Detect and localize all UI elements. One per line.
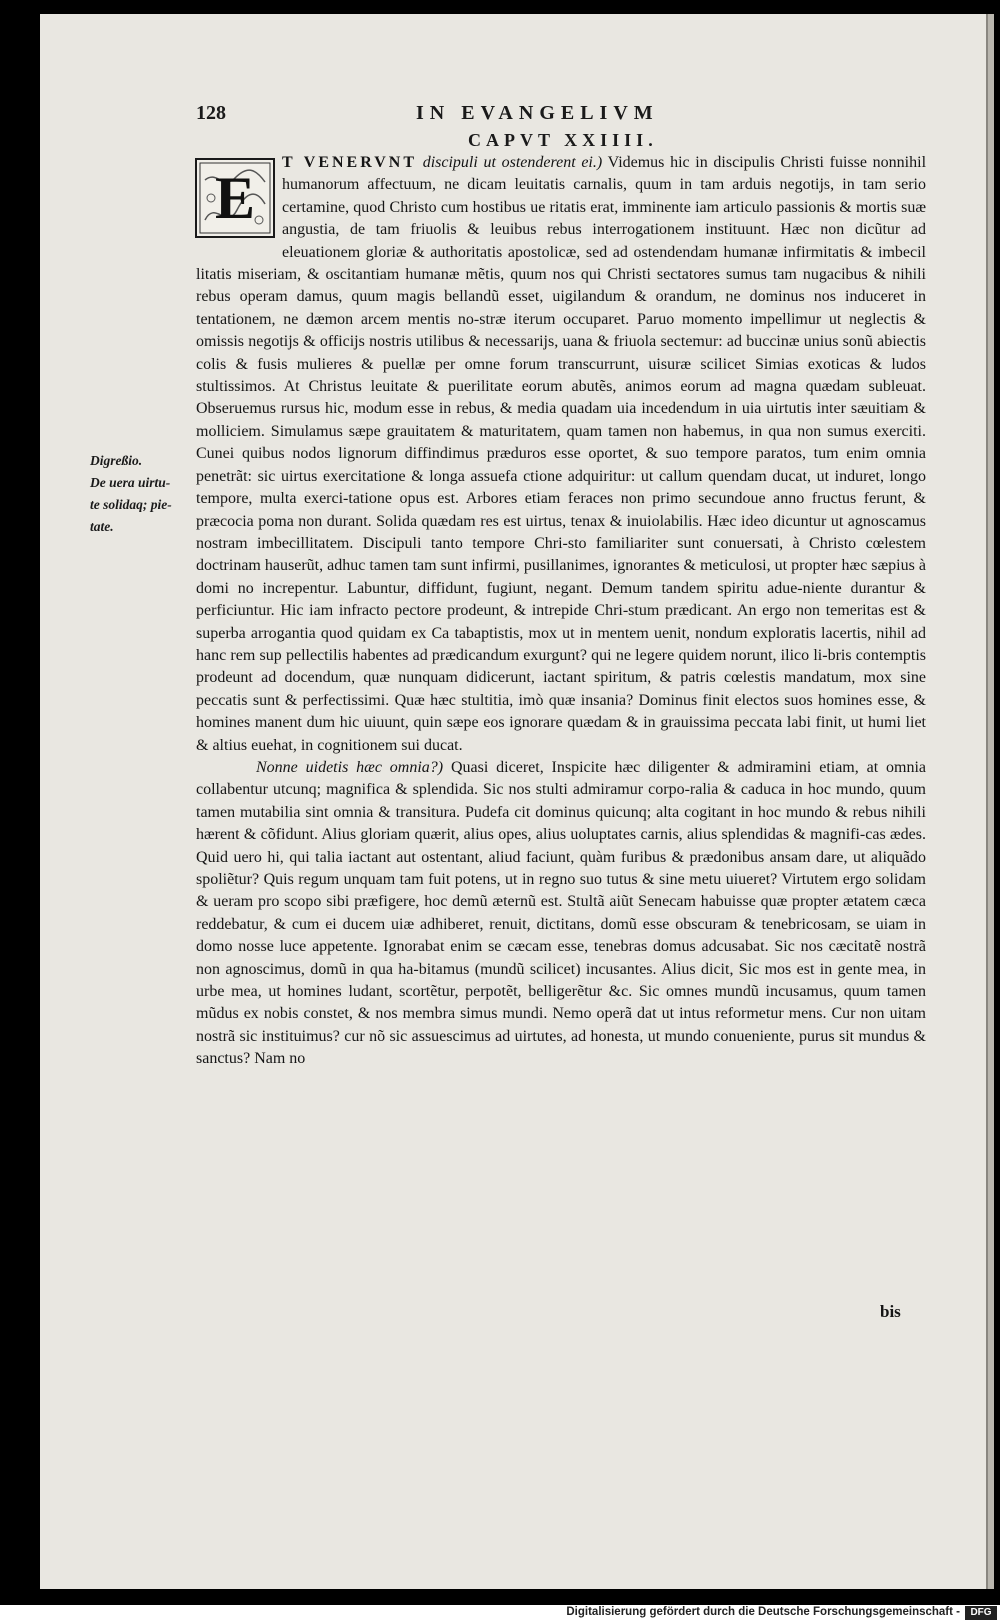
paragraph-2 — [196, 757, 926, 1071]
body-text — [196, 152, 926, 1322]
opening-words: T VENERVNT — [282, 154, 417, 171]
drop-cap-letter: E — [214, 165, 256, 231]
dfg-logo-icon: DFG — [965, 1606, 997, 1620]
marginal-note: te solidaq; pie- — [90, 497, 172, 512]
initial-wrap-space — [196, 152, 282, 242]
marginal-note: De uera uirtu- — [90, 475, 171, 490]
chapter-heading: CAPVT XXIIII. — [468, 130, 658, 150]
running-title: IN EVANGELIVM — [416, 102, 659, 124]
marginal-note: Digreßio. — [90, 453, 143, 468]
catchword: bis — [880, 1302, 901, 1321]
funding-credit: Digitalisierung gefördert durch die Deutsche Forschungsgemeinschaft - — [566, 1606, 960, 1618]
lemma-2: Nonne uidetis hæc omnia?) — [256, 758, 444, 776]
running-head — [196, 102, 896, 126]
marginal-notes — [90, 450, 190, 538]
paragraph-1-text: Videmus hic in discipulis Christi fuisse nonnihil humanorum affectuum, ne dicam leuitatis carnalis, quum in tam arduis negotijs, in tam serio certamine, quod Christo cum hostibus ue ritatis erat, imminente iam articulo passionis & mortis suæ angustia, de tam friuolis & leuibus rebus interrogationem instituunt. Hæc non dicũtur ad eleuationem gloriæ & authoritatis apostolicæ, sed ad ostendendam humanæ infirmitatis & imbecil litatis miseriam, & oscitantiam humanæ mẽtis, quum nos qui Christi sectatores sumus tam nugacibus & nihili rebus operam damus, quum magis bellandũ esset, uigilandum & orandum, ne dominus nos induceret in tentationem, ne dæmon arcem mentis no-stræ iterum occuparet. Paruo momento impellimur ut neglectis & omissis negotijs & officijs nostris utilibus & necessarijs, uana & friuola sectemur: ad buccinæ unius sonũ abiectis colis & fusis mulieres & puellæ per omne forum transcurrunt, uisuræ scilicet Simias exoticas & ludos stultissimos. At Christus leuitate & puerilitate eorum abutẽs, animos eorum ad magna quædam subleuat. Obseruemus rursus hic, modum esse in rebus, & media quadam uia incedendum in uia uirtutis inter sæuitiam & molliciem. Simulamus sæpe grauitatem & maturitatem, quam tamen non habemus, in qua non sumus exerciti. Cunei quibus nodos lignorum diffindimus præduros esse oportet, & suo tempore paratos, tum enim omnia penetrãt: sic uirtus exercitatione & longa assuefa ctione adquiritur: ut callum quendam ducat, ut induret, longo tempore, multa exerci-tatione opus est. Arbores etiam feraces non primo secundoue anno fructus ferunt, & præcocia poma non durant. Solida quædam res est uirtus, tenax & inuiolabilis. Hæc ideo dicuntur ut agnoscamus nostram imbecillitatem. Discipuli tanto tempore Chri-sto familiariter sunt conuersati, à Christo cœlestem doctrinam hauserũt, adhuc tamen tam sunt infirmi, pusillanimes, ignorantes & meticulosi, ut propter hæc sæpius à domi no increpentur. Labuntur, diffidunt, fugiunt, negant. Demum tandem spiritu adue-niente durantur & perficiuntur. Hic iam infracto pectore prodeunt, & intrepide Chri-stum prædicant. An ergo non temeritas est & superba arrogantia quod quidam ex Ca tabaptistis, mox ut in mentem uenit, nondum exploratis lacertis, nihil ad hanc rem sup pellectilis habentes ad prædicandum exurgunt? qui ne legere quidem norunt, ilico li-bris contemptis prodeunt ad docendum, quæ nunquam didicerunt, iactant spiritum, & patris cœlestis mandatum, mox sine peccatis sunt & perfectissimi. Quæ hæc stultitia, imò quæ insania? Dominus finit electos suos homines esse, & homines manent dum hic uiuunt, quin sæpe eos ignorare quædam & in grauissima peccata labi finit, ut humi liet & altius euehat, in cognitionem sui ducat. — [196, 154, 927, 754]
marginal-note: tate. — [90, 519, 114, 534]
paragraph-1 — [196, 152, 926, 757]
page-number: 128 — [196, 102, 226, 124]
footer-bar — [0, 1605, 1000, 1622]
paragraph-2-text: Quasi diceret, Inspicite hæc diligenter & admiramini etiam, at omnia collabentur utcunq; magnifica & splendida. Sic nos stulti admiramur corpo-ralia & caduca in hoc mundo, quum tamen mutabilia sint omnia & transitura. Pudefa cit dominus quicunq; alta cogitant in hoc mundo & rebus nihili hærent & cõfidunt. Alius gloriam quærit, alius opes, alius uoluptates carnis, alius splendidas & magnifi-cas ædes. Quid uero hi, qui talia iactant aut ostentant, aliud faciunt, quàm furibus & prædonibus ansam dare, ut aliquãdo spoliẽtur? Quis regum unquam tam fuit potens, ut in regno suo tutus & sine metu uiueret? Virtutem ergo solidam & ueram pro scopo sibi præfigere, hoc demũ æternũ est. Stultã aiũt Senecam habuisse quæ propter ætatem cæca reddebatur, & cum ei ducem uiæ adhiberet, renuit, dictitans, domũ esse obscuram & tenebricosam, se uiam in domo nosse luce appetente. Ignorabat enim se cæcam esse, tenebras domus adcusabat. Sic nos cæcitatẽ nostrã non agnoscimus, domũ in qua ha-bitamus (mundũ scilicet) incusantes. Alius dicit, Sic mos est in gente mea, in urbe mea, ut homines ludant, scortẽtur, perpotẽt, belligerẽtur &c. Sic omnes mundũ incusamus, quum tamen mũdus ex nobis constet, & nos membra simus mundi. Nemo operã dat ut intus reformetur mens. Cur non uitam nostrã sic instituimus? cur nõ sic assuescimus ad uirtutes, ad honesta, ut mundo conueniente, purus sit mundus & sanctus? Nam no — [196, 758, 927, 1068]
lemma-1: discipuli ut ostenderent ei.) — [422, 154, 603, 171]
